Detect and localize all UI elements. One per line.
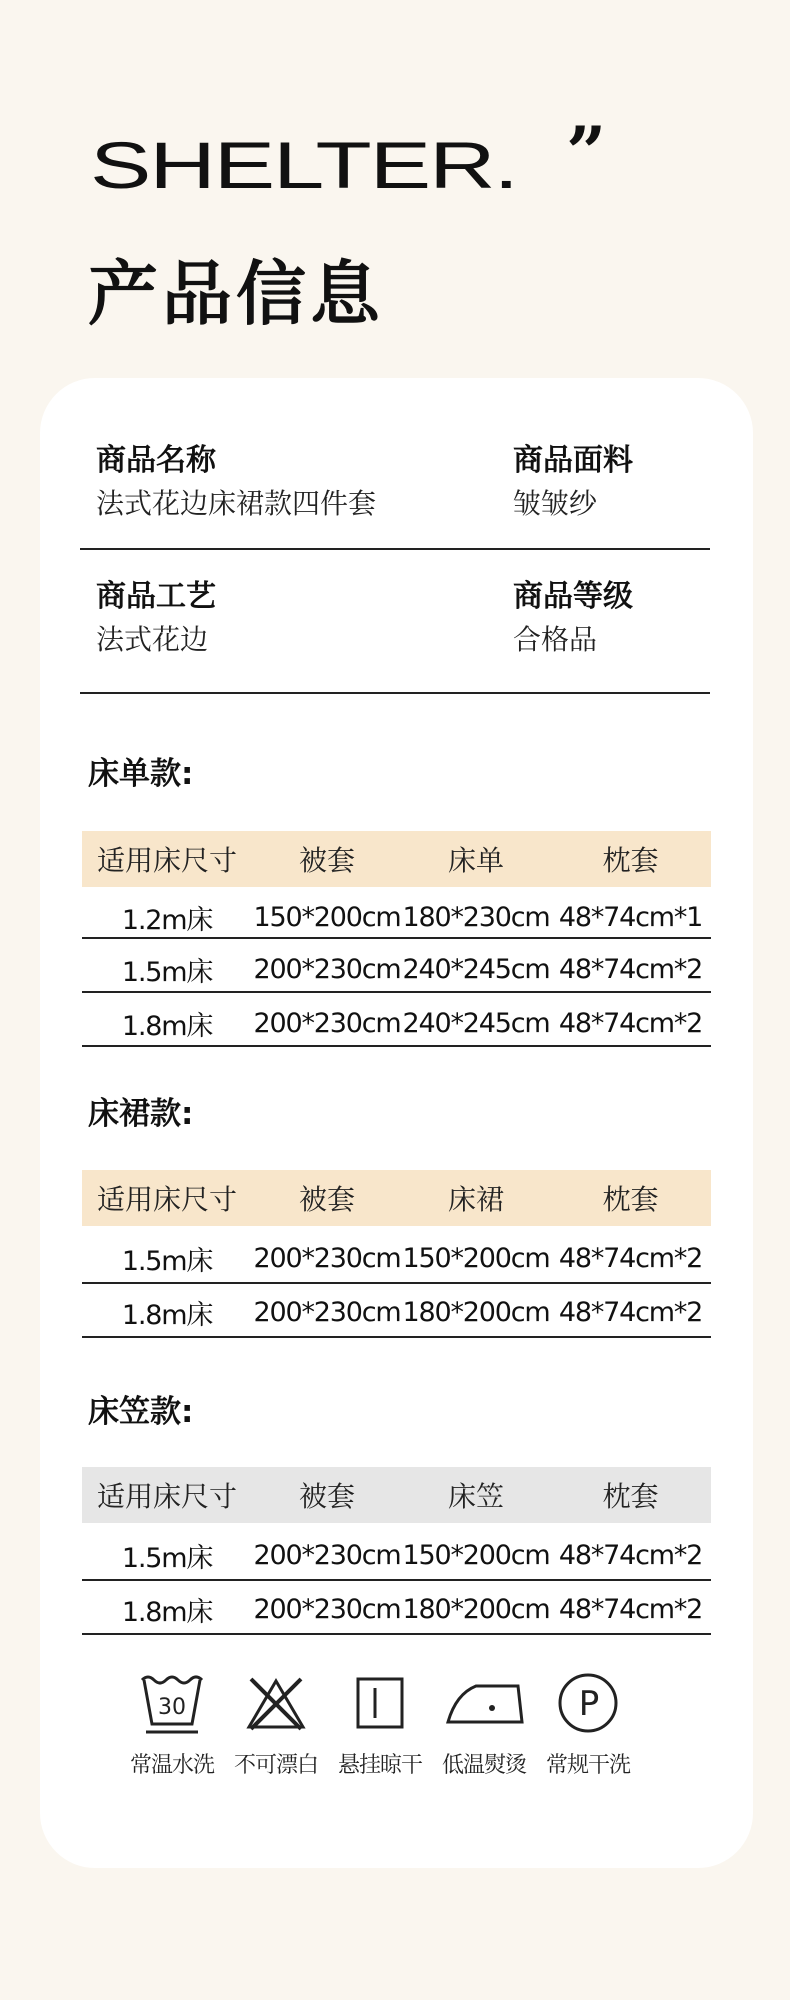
section-title-sheet: 床单款: bbox=[88, 756, 194, 792]
table-row bbox=[82, 1523, 711, 1581]
table-cell: 150*200cm bbox=[253, 901, 401, 933]
table-cell: 48*74cm*2 bbox=[558, 1539, 703, 1571]
table-cell: 48*74cm*2 bbox=[558, 953, 703, 985]
no-bleach-icon bbox=[243, 1670, 309, 1736]
product-name-cell bbox=[96, 440, 376, 526]
brand-logo: SHELTER. bbox=[90, 128, 518, 203]
care-label: 常规干洗 bbox=[545, 1753, 630, 1778]
info-row-name-fabric bbox=[80, 440, 710, 550]
care-item bbox=[328, 1670, 432, 1779]
table-cell: 180*230cm bbox=[402, 901, 550, 933]
table-cell: 200*230cm bbox=[253, 1539, 401, 1571]
header-cell: 被套 bbox=[298, 1183, 355, 1216]
table-row bbox=[82, 1284, 711, 1338]
table-cell: 1.5m床 bbox=[121, 956, 213, 988]
quote-mark: ” bbox=[566, 111, 607, 194]
table-cell: 48*74cm*2 bbox=[558, 1007, 703, 1039]
header-cell: 枕套 bbox=[602, 1183, 659, 1216]
table-cell: 48*74cm*2 bbox=[558, 1593, 703, 1625]
care-label: 常温水洗 bbox=[129, 1753, 214, 1778]
info-row-craft-grade bbox=[80, 576, 710, 694]
product-fabric-value: 皱皱纱 bbox=[513, 487, 598, 520]
table-row bbox=[82, 993, 711, 1047]
care-item bbox=[432, 1670, 536, 1779]
table-cell: 240*245cm bbox=[402, 953, 550, 985]
header-cell: 枕套 bbox=[602, 1480, 659, 1513]
header-cell: 床笠 bbox=[447, 1480, 504, 1513]
product-grade-cell bbox=[513, 576, 633, 662]
product-craft-label: 商品工艺 bbox=[96, 579, 216, 614]
svg-text:P: P bbox=[578, 1684, 600, 1724]
table-cell: 200*230cm bbox=[253, 1593, 401, 1625]
header-cell: 床裙 bbox=[447, 1183, 504, 1216]
table-cell: 200*230cm bbox=[253, 1242, 401, 1274]
header-cell: 适用床尺寸 bbox=[96, 844, 237, 877]
washing-30-icon bbox=[136, 1670, 208, 1736]
table-row bbox=[82, 1581, 711, 1635]
iron-low-icon bbox=[442, 1670, 526, 1736]
product-grade-value: 合格品 bbox=[513, 623, 598, 656]
table-cell: 1.5m床 bbox=[121, 1245, 213, 1277]
table-cell: 1.8m床 bbox=[121, 1299, 213, 1331]
table-cell: 1.8m床 bbox=[121, 1596, 213, 1628]
section-title-fitted: 床笠款: bbox=[88, 1394, 194, 1430]
table-cell: 150*200cm bbox=[402, 1539, 550, 1571]
table-cell: 1.2m床 bbox=[121, 904, 213, 936]
table-cell: 200*230cm bbox=[253, 953, 401, 985]
header-cell: 被套 bbox=[298, 1480, 355, 1513]
table-cell: 48*74cm*1 bbox=[558, 901, 703, 933]
header-cell: 适用床尺寸 bbox=[96, 1183, 237, 1216]
size-table-fitted bbox=[82, 1467, 711, 1635]
product-fabric-cell bbox=[513, 440, 633, 526]
product-name-label: 商品名称 bbox=[96, 443, 216, 478]
table-cell: 200*230cm bbox=[253, 1007, 401, 1039]
care-item bbox=[120, 1670, 224, 1779]
table-cell: 180*200cm bbox=[402, 1296, 550, 1328]
care-item bbox=[536, 1670, 640, 1779]
table-cell: 240*245cm bbox=[402, 1007, 550, 1039]
table-header bbox=[82, 1170, 711, 1226]
section-title-skirt: 床裙款: bbox=[88, 1096, 194, 1132]
table-cell: 1.8m床 bbox=[121, 1010, 213, 1042]
header-cell: 枕套 bbox=[602, 844, 659, 877]
product-craft-cell bbox=[96, 576, 216, 662]
care-label: 不可漂白 bbox=[233, 1753, 318, 1778]
product-fabric-label: 商品面料 bbox=[513, 443, 633, 478]
table-header bbox=[82, 831, 711, 887]
size-table-sheet bbox=[82, 831, 711, 1047]
care-instructions bbox=[120, 1670, 640, 1779]
table-row bbox=[82, 939, 711, 993]
table-cell: 48*74cm*2 bbox=[558, 1242, 703, 1274]
product-name-value: 法式花边床裙款四件套 bbox=[96, 487, 377, 520]
table-row bbox=[82, 1226, 711, 1284]
table-row bbox=[82, 887, 711, 939]
product-grade-label: 商品等级 bbox=[513, 579, 633, 614]
table-cell: 180*200cm bbox=[402, 1593, 550, 1625]
hang-dry-icon bbox=[353, 1670, 407, 1736]
table-cell: 1.5m床 bbox=[121, 1542, 213, 1574]
table-cell: 150*200cm bbox=[402, 1242, 550, 1274]
size-table-skirt bbox=[82, 1170, 711, 1338]
header-cell: 适用床尺寸 bbox=[96, 1480, 237, 1513]
dry-clean-p-icon bbox=[556, 1670, 620, 1736]
table-cell: 200*230cm bbox=[253, 1296, 401, 1328]
care-item bbox=[224, 1670, 328, 1779]
header-cell: 床单 bbox=[447, 844, 504, 877]
care-label: 悬挂晾干 bbox=[337, 1753, 422, 1778]
page-title: 产品信息 bbox=[88, 253, 384, 335]
table-header bbox=[82, 1467, 711, 1523]
table-cell: 48*74cm*2 bbox=[558, 1296, 703, 1328]
product-craft-value: 法式花边 bbox=[96, 623, 209, 656]
care-label: 低温熨烫 bbox=[441, 1753, 526, 1778]
header-cell: 被套 bbox=[298, 844, 355, 877]
svg-text:30: 30 bbox=[158, 1695, 186, 1720]
